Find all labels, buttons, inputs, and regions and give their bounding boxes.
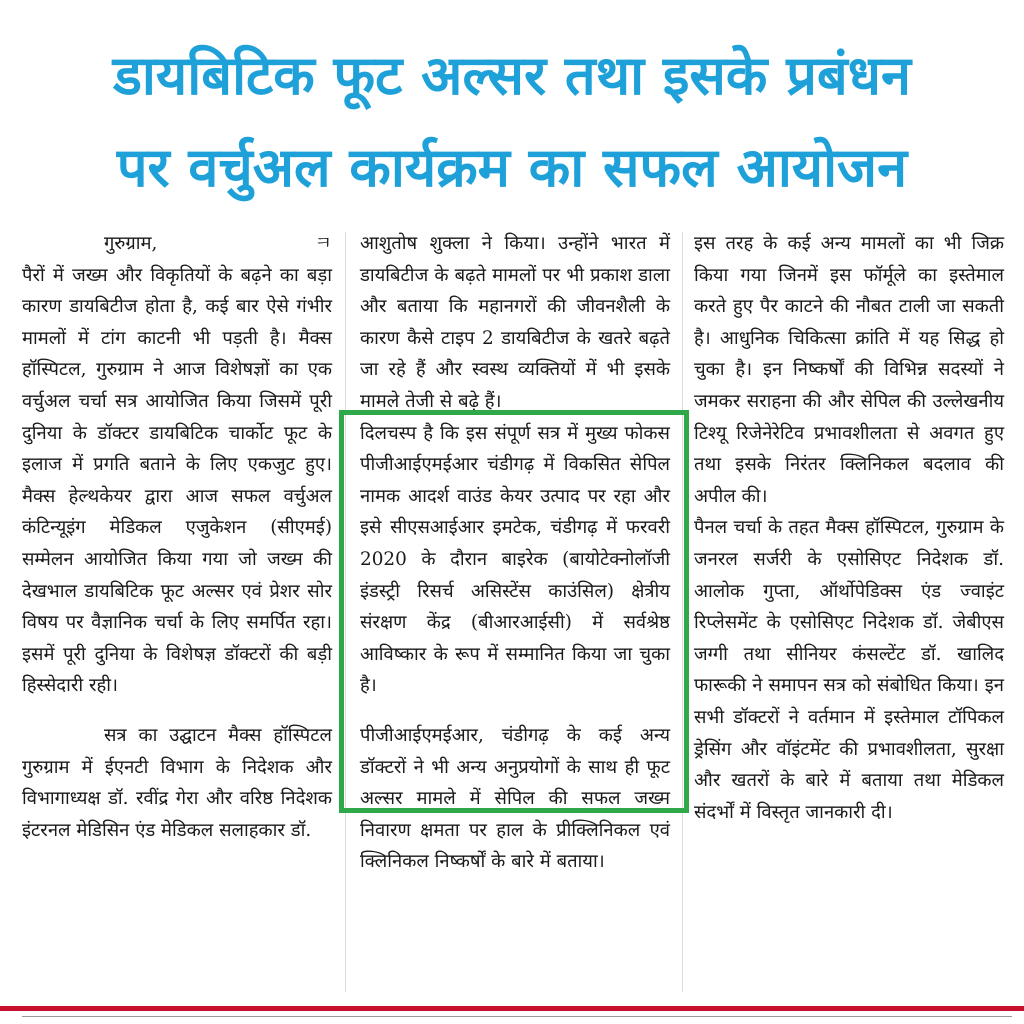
article-column-2 (360, 228, 670, 878)
paragraph: पैरों में जख्म और विकृतियों के बढ़ने का बड़ा कारण डायबिटीज होता है, कई बार ऐसे गंभीर मामलों में टांग काटनी भी पड़ती है। मैक्स हॉस्पिटल, गुरुग्राम ने आज विशेषज्ञों का एक वर्चुअल चर्चा सत्र आयोजित किया जिसमें पूरी दुनिया के डॉक्टर डायबिटिक चार्कोट फूट के इलाज में प्रगति बताने के लिए एकजुट हुए। मैक्स हेल्थकेयर द्वारा आज सफल वर्चुअल कंटिन्यूइंग मेडिकल एजुकेशन (सीएमई) सम्मेलन आयोजित किया गया जो जख्म की देखभाल डायबिटिक फूट अल्सर एवं प्रेशर सोर विषय पर वैज्ञानिक चर्चा के लिए समर्पित रहा। इसमें पूरी दुनिया के विशेषज्ञ डॉक्टरों की बड़ी हिस्सेदारी रही। (22, 264, 332, 697)
article-headline (0, 30, 1024, 214)
column-rule (682, 232, 683, 992)
paragraph-highlighted: दिलचस्प है कि इस संपूर्ण सत्र में मुख्य फोकस पीजीआईएमईआर चंडीगढ़ में विकसित सेपिल नामक आदर्श वाउंड केयर उत्पाद पर रहा और इसे सीएसआईआर इमटेक, चंडीगढ़ में फरवरी 2020 के दौरान बाइरेक (बायोटेक्नोलॉजी इंडस्ट्री रिसर्च असिस्टेंस काउंसिल) क्षेत्रीय संरक्षण केंद्र (बीआरआईसी) में सर्वश्रेष्ठ आविष्कार के रूप में सम्मानित किया जा चुका है। (360, 422, 670, 697)
paragraph: पीजीआईएमईआर, चंडीगढ़ के कई अन्य डॉक्टरों ने भी अन्य अनुप्रयोगों के साथ ही फूट अल्सर मामले में सेपिल की सफल जख्म निवारण क्षमता पर हाल के प्रीक्लिनिकल एवं क्लिनिकल निष्कर्षों के बारे में बताया। (360, 724, 670, 873)
paragraph: इस तरह के कई अन्य मामलों का भी जिक्र किया गया जिनमें इस फॉर्मूले का इस्तेमाल करते हुए पैर काटने की नौबत टाली जा सकती है। आधुनिक चिकित्सा क्रांति में यह सिद्ध हो चुका है। इन निष्कर्षों की विभिन्न सदस्यों ने जमकर सराहना की और सेपिल की उल्लेखनीय टिश्यू रिजेनेरेटिव प्रभावशीलता से अवगत हुए तथा इसके निरंतर क्लिनिकल बदलाव की अपील की। (694, 233, 1004, 507)
column-rule (345, 232, 346, 992)
bottom-red-rule (0, 1006, 1024, 1011)
headline-line-1: डायबिटिक फूट अल्सर तथा इसके प्रबंधन (113, 44, 911, 107)
paragraph: पैनल चर्चा के तहत मैक्स हॉस्पिटल, गुरुग्राम के जनरल सर्जरी के एसोसिएट निदेशक डॉ. आलोक गुप्ता, ऑर्थोपेडिक्स एंड ज्वाइंट रिप्लेसमेंट के एसोसिएट निदेशक डॉ. जेबीएस जग्गी तथा सीनियर कंसल्टेंट डॉ. खालिद फारूकी ने समापन सत्र को संबोधित किया। इन सभी डॉक्टरों ने वर्तमान में इस्तेमाल टॉपिकल ड्रेसिंग और वॉइंटमेंट की प्रभावशीलता, सुरक्षा और खतरों के बारे में बताया तथा मेडिकल संदर्भों में विस्तृत जानकारी दी। (694, 517, 1004, 823)
article-column-1 (22, 228, 332, 846)
paragraph: आशुतोष शुक्ला ने किया। उन्होंने भारत में डायबिटीज के बढ़ते मामलों पर भी प्रकाश डाला और बताया कि महानगरों की जीवनशैली के कारण कैसे टाइप 2 डायबिटीज के खतरे बढ़ते जा रहे हैं और स्वस्थ व्यक्तियों में भी इसके मामले तेजी से बढ़े हैं। (360, 233, 670, 412)
paragraph: सत्र का उद्घाटन मैक्स हॉस्पिटल गुरुग्राम में ईएनटी विभाग के निदेशक और विभागाध्यक्ष डॉ. रवींद्र गेरा और वरिष्ठ निदेशक इंटरनल मेडिसिन एंड मेडिकल सलाहकार डॉ. (22, 724, 332, 841)
dateline-mark: ㅋ (314, 233, 332, 254)
bottom-thin-rule (22, 1016, 1012, 1017)
headline-line-2: पर वर्चुअल कार्यक्रम का सफल आयोजन (116, 136, 908, 199)
dateline (22, 228, 332, 260)
dateline-city: गुरुग्राम, (104, 233, 158, 254)
article-column-3 (694, 228, 1004, 828)
